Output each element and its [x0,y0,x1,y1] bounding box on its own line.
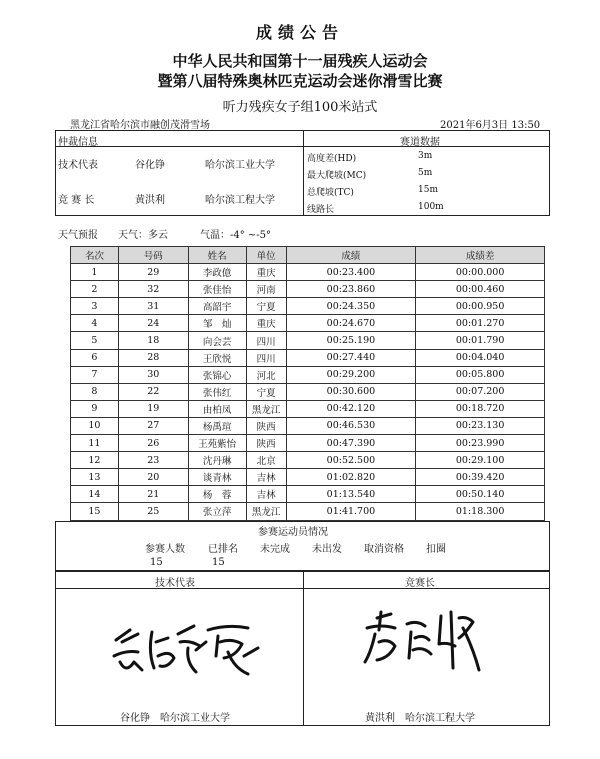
jury-role: 技术代表 [58,160,98,171]
bib-cell: 31 [118,298,188,315]
left-signature-caption: 谷化铮 哈尔滨工业大学 [120,713,230,724]
athlete-name-cell: 邹 灿 [188,315,246,332]
result-row [71,315,545,332]
gap-cell: 01:18.300 [416,503,545,520]
bib-cell: 22 [118,383,188,400]
athlete-name-cell: 张佳怡 [188,281,246,298]
rank-cell: 6 [71,349,119,366]
left-handwritten-signature [108,612,268,682]
event-title-line2: 暨第八届特殊奥林匹克运动会迷你滑雪比赛 [157,72,443,90]
date-time: 2021年6月3日 13:50 [440,120,541,131]
participation-value: 15 [150,557,163,568]
gap-cell: 00:00.460 [416,281,545,298]
result-cell: 00:24.350 [286,298,416,315]
jury-org: 哈尔滨工业大学 [205,160,275,171]
result-cell: 00:30.600 [286,383,416,400]
course-header: 赛道数据 [400,137,440,148]
result-cell: 00:27.440 [286,349,416,366]
team-cell: 黑龙江 [246,503,286,520]
result-row [71,264,545,281]
bib-cell: 30 [118,366,188,383]
result-row [71,435,545,452]
result-row [71,503,545,520]
result-row [71,383,545,400]
event-category: 听力残疾女子组100米站式 [222,100,378,115]
participation-label: 扣圈 [426,544,446,555]
athlete-name-cell: 李政億 [188,264,246,281]
gap-cell: 00:50.140 [416,486,545,503]
rank-cell: 2 [71,281,119,298]
jury-header: 仲裁信息 [58,137,98,148]
gap-cell: 00:05.800 [416,366,545,383]
gap-cell: 00:18.720 [416,400,545,417]
result-row [71,349,545,366]
team-cell: 重庆 [246,264,286,281]
rank-cell: 10 [71,417,119,434]
bib-cell: 19 [118,400,188,417]
col-bib: 号码 [118,247,188,264]
participation-label: 未出发 [312,544,342,555]
results-table [70,246,545,521]
team-cell: 陕西 [246,435,286,452]
athlete-name-cell: 沈丹琳 [188,452,246,469]
result-cell: 00:25.190 [286,332,416,349]
rank-cell: 5 [71,332,119,349]
bib-cell: 21 [118,486,188,503]
team-cell: 吉林 [246,469,286,486]
result-row [71,332,545,349]
bib-cell: 20 [118,469,188,486]
participation-label: 取消资格 [364,544,404,555]
jury-name: 谷化铮 [135,160,165,171]
bib-cell: 23 [118,452,188,469]
rank-cell: 13 [71,469,119,486]
col-team: 单位 [246,247,286,264]
team-cell: 吉林 [246,486,286,503]
course-value: 3m [418,151,433,161]
course-value: 5m [418,168,433,178]
weather-temperature: 气温：-4° ~-5° [200,230,272,241]
gap-cell: 00:23.990 [416,435,545,452]
result-row [71,366,545,383]
result-cell: 00:42.120 [286,400,416,417]
team-cell: 重庆 [246,315,286,332]
col-result: 成绩 [286,247,416,264]
team-cell: 宁夏 [246,383,286,400]
result-cell: 00:23.860 [286,281,416,298]
result-row [71,281,545,298]
rank-cell: 15 [71,503,119,520]
right-signature-header: 竞赛长 [405,578,435,589]
result-cell: 01:13.540 [286,486,416,503]
rank-cell: 7 [71,366,119,383]
athlete-name-cell: 谈青林 [188,469,246,486]
bib-cell: 18 [118,332,188,349]
athlete-name-cell: 王欣悦 [188,349,246,366]
gap-cell: 00:01.790 [416,332,545,349]
result-row [71,452,545,469]
gap-cell: 00:00.000 [416,264,545,281]
col-gap: 成绩差 [416,247,545,264]
bib-cell: 32 [118,281,188,298]
course-label: 高度差(HD) [307,154,357,164]
team-cell: 四川 [246,349,286,366]
gap-cell: 00:00.950 [416,298,545,315]
result-cell: 00:52.500 [286,452,416,469]
gap-cell: 00:39.420 [416,469,545,486]
right-signature-caption: 黄洪利 哈尔滨工程大学 [365,713,475,724]
rank-cell: 1 [71,264,119,281]
athlete-name-cell: 王苑紫怡 [188,435,246,452]
result-row [71,486,545,503]
course-value: 100m [418,202,444,212]
athlete-name-cell: 高韶宇 [188,298,246,315]
result-cell: 00:47.390 [286,435,416,452]
athlete-name-cell: 张立萍 [188,503,246,520]
result-row [71,400,545,417]
participation-label: 未完成 [260,544,290,555]
athlete-name-cell: 向会芸 [188,332,246,349]
bib-cell: 24 [118,315,188,332]
participation-value: 15 [212,557,225,568]
document-title: 成绩公告 [255,23,344,42]
result-row [71,298,545,315]
results-header-row [71,247,545,264]
team-cell: 北京 [246,452,286,469]
jury-role: 竞 赛 长 [58,195,95,206]
result-cell: 00:29.200 [286,366,416,383]
rank-cell: 4 [71,315,119,332]
weather-label: 天气预报 [58,230,98,241]
team-cell: 河北 [246,366,286,383]
event-title-line1: 中华人民共和国第十一届残疾人运动会 [172,52,428,70]
team-cell: 陕西 [246,417,286,434]
bib-cell: 25 [118,503,188,520]
athlete-name-cell: 张锦心 [188,366,246,383]
result-cell: 01:02.820 [286,469,416,486]
athlete-name-cell: 杨 蓉 [188,486,246,503]
rank-cell: 9 [71,400,119,417]
bib-cell: 27 [118,417,188,434]
participation-title: 参赛运动员情况 [258,527,328,538]
jury-org: 哈尔滨工程大学 [205,195,275,206]
rank-cell: 14 [71,486,119,503]
athlete-name-cell: 由柏凤 [188,400,246,417]
participation-label: 已排名 [208,544,238,555]
gap-cell: 00:01.270 [416,315,545,332]
course-value: 15m [418,185,438,195]
result-cell: 00:24.670 [286,315,416,332]
bib-cell: 29 [118,264,188,281]
gap-cell: 00:04.040 [416,349,545,366]
participation-label: 参赛人数 [145,544,185,555]
bib-cell: 28 [118,349,188,366]
athlete-name-cell: 张伟红 [188,383,246,400]
athlete-name-cell: 杨禹瑄 [188,417,246,434]
gap-cell: 00:23.130 [416,417,545,434]
venue: 黑龙江省哈尔滨市融创茂滑雪场 [70,120,210,131]
course-label: 线路长 [307,205,335,215]
jury-name: 黄洪利 [135,195,165,206]
gap-cell: 00:29.100 [416,452,545,469]
result-cell: 00:23.400 [286,264,416,281]
team-cell: 河南 [246,281,286,298]
course-label: 总爬坡(TC) [307,188,354,198]
col-rank: 名次 [71,247,119,264]
col-name: 姓名 [188,247,246,264]
rank-cell: 8 [71,383,119,400]
left-signature-header: 技术代表 [155,578,195,589]
right-handwritten-signature [355,598,495,678]
rank-cell: 12 [71,452,119,469]
result-cell: 01:41.700 [286,503,416,520]
team-cell: 黑龙江 [246,400,286,417]
weather-condition: 天气：多云 [118,230,168,241]
rank-cell: 3 [71,298,119,315]
course-label: 最大爬坡(MC) [307,171,367,181]
result-row [71,417,545,434]
team-cell: 宁夏 [246,298,286,315]
result-row [71,469,545,486]
gap-cell: 00:07.200 [416,383,545,400]
result-cell: 00:46.530 [286,417,416,434]
bib-cell: 26 [118,435,188,452]
team-cell: 四川 [246,332,286,349]
rank-cell: 11 [71,435,119,452]
